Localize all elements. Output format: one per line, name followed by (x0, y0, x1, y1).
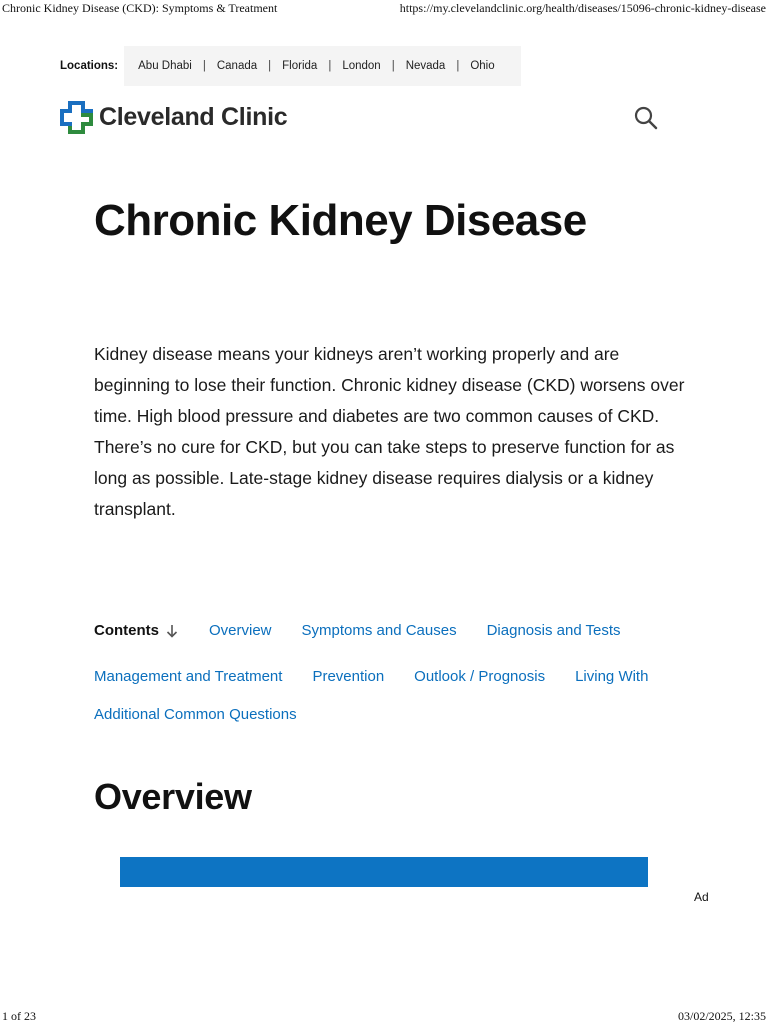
print-page-url: https://my.clevelandclinic.org/health/diseases/15096-chronic-kidney-disease (399, 1, 766, 15)
article-intro: Kidney disease means your kidneys aren’t working properly and are beginning to lose their function. Chronic kidney disease (CKD) worsens over time. High blood pressure and diabetes are two common causes of CKD. There’s no cure for CKD, but you can take steps to preserve function for as long as possible. Late-stage kidney disease requires dialysis or a kidney transplant. (94, 344, 685, 519)
location-separator: | (391, 60, 395, 72)
print-footer (0, 1009, 768, 1024)
toc-link-diagnosis-and-tests[interactable]: Diagnosis and Tests (486, 622, 621, 639)
toc-link-overview[interactable]: Overview (209, 622, 272, 639)
cleveland-clinic-logo-icon (60, 101, 93, 134)
contents-toggle[interactable] (94, 622, 179, 639)
location-separator: | (456, 60, 460, 72)
locations-label: Locations: (60, 60, 119, 72)
brand-name: Cleveland Clinic (99, 103, 288, 131)
page-title: Chronic Kidney Disease (94, 196, 587, 245)
location-link-ohio[interactable]: Ohio (470, 60, 495, 72)
brand-home-link[interactable] (60, 101, 287, 134)
print-header (0, 0, 768, 18)
location-link-canada[interactable]: Canada (216, 60, 258, 72)
locations-bar (60, 46, 521, 86)
toc-link-management-and-treatment[interactable]: Management and Treatment (94, 667, 283, 685)
table-of-contents (94, 622, 694, 732)
arrow-down-icon (165, 623, 179, 639)
search-button[interactable] (632, 104, 660, 132)
overview-banner (120, 857, 648, 887)
print-page-title: Chronic Kidney Disease (CKD): Symptoms & Treatment (2, 1, 278, 15)
location-separator: | (202, 60, 206, 72)
toc-link-symptoms-and-causes[interactable]: Symptoms and Causes (301, 622, 457, 639)
search-icon (632, 119, 660, 136)
location-separator: | (328, 60, 332, 72)
location-separator: | (268, 60, 272, 72)
toc-link-prevention[interactable]: Prevention (312, 667, 385, 685)
print-datetime: 03/02/2025, 12:35 (677, 1009, 766, 1023)
location-link-nevada[interactable]: Nevada (405, 60, 446, 72)
print-page-number: 1 of 23 (2, 1009, 36, 1023)
location-link-london[interactable]: London (342, 60, 381, 72)
location-link-abu-dhabi[interactable]: Abu Dhabi (138, 60, 192, 72)
ad-label: Ad (694, 890, 709, 904)
toc-link-living-with[interactable]: Living With (575, 667, 649, 685)
toc-link-additional-common-questions[interactable]: Additional Common Questions (94, 705, 297, 723)
overview-heading: Overview (94, 776, 252, 817)
contents-label: Contents (94, 622, 159, 639)
locations-list (124, 46, 520, 86)
location-link-florida[interactable]: Florida (282, 60, 318, 72)
toc-link-outlook-prognosis[interactable]: Outlook / Prognosis (414, 667, 546, 685)
